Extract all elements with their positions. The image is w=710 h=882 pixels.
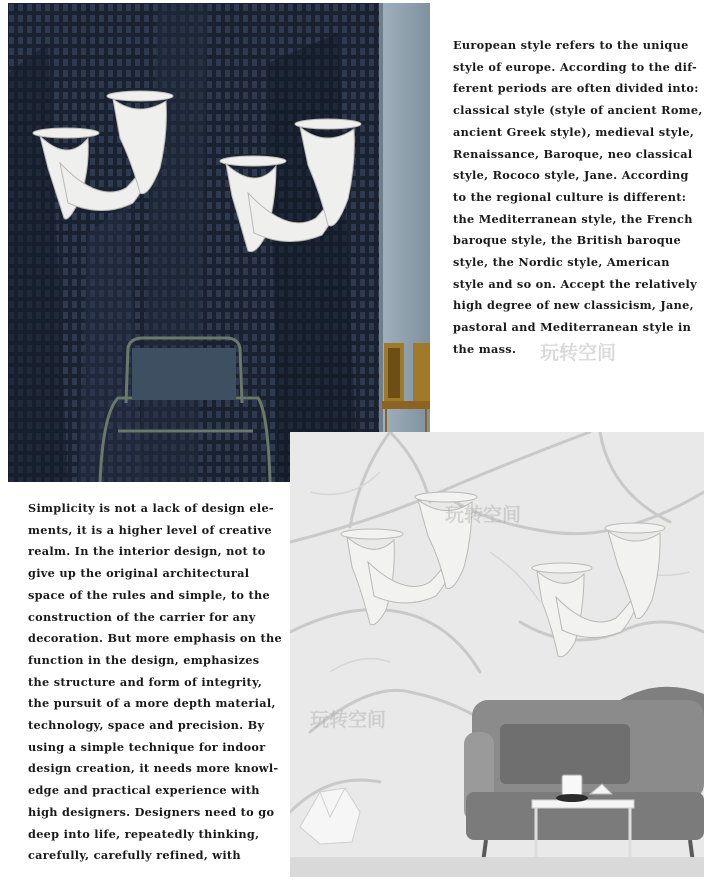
text-line: classical style (style of ancient Rome, — [453, 103, 703, 118]
text-line: ancient Greek style), medieval style, — [453, 124, 695, 139]
text-line: construction of the carrier for any — [28, 609, 256, 624]
paragraph-simplicity — [28, 498, 282, 867]
text-line: ments, it is a higher level of creative — [28, 522, 272, 537]
watermark: 玩转空间 — [310, 709, 387, 731]
text-line: carefully, carefully refined, with — [28, 848, 241, 863]
text-line: design creation, it needs more knowl- — [28, 761, 279, 776]
text-line: high designers. Designers need to go — [28, 804, 275, 819]
text-line: the mass. — [453, 341, 517, 356]
text-line: deep into life, repeatedly thinking, — [28, 826, 260, 841]
text-line: the structure and form of integrity, — [28, 674, 263, 689]
text-line: high degree of new classicism, Jane, — [453, 298, 694, 313]
text-line: the pursuit of a more depth material, — [28, 696, 276, 711]
watermark: 玩转空间 — [445, 504, 522, 526]
text-line: space of the rules and simple, to the — [28, 587, 271, 602]
text-line: edge and practical experience with — [28, 783, 260, 798]
photo-light-wall-sofa-shelves — [290, 432, 704, 877]
text-line: ferent periods are often divided into: — [453, 81, 699, 96]
text-line: function in the design, emphasizes — [28, 652, 260, 667]
text-line: style, Rococo style, Jane. According — [453, 168, 689, 183]
text-line: Renaissance, Baroque, neo classical — [453, 146, 693, 161]
text-line: using a simple technique for indoor — [28, 739, 266, 754]
paragraph-european-style — [453, 35, 703, 361]
text-line: to the regional culture is different: — [453, 189, 687, 204]
text-line: style, the Nordic style, American — [453, 255, 670, 270]
text-line: European style refers to the unique — [453, 38, 689, 52]
text-line: give up the original architectural — [28, 566, 250, 581]
text-line: style and so on. Accept the relatively — [453, 276, 697, 291]
text-line: the Mediterranean style, the French — [453, 211, 693, 226]
text-line: decoration. But more emphasis on the — [28, 631, 282, 646]
photo-dark-wallpaper-shelves — [8, 3, 430, 482]
text-line: pastoral and Mediterranean style in — [453, 320, 692, 335]
text-line: Simplicity is not a lack of design ele- — [28, 501, 274, 515]
text-line: baroque style, the British baroque — [453, 233, 681, 248]
text-line: style of europe. According to the dif- — [453, 59, 697, 74]
watermark: 玩转空间 — [540, 342, 617, 364]
text-line: technology, space and precision. By — [28, 718, 265, 733]
text-line: realm. In the interior design, not to — [28, 544, 266, 559]
